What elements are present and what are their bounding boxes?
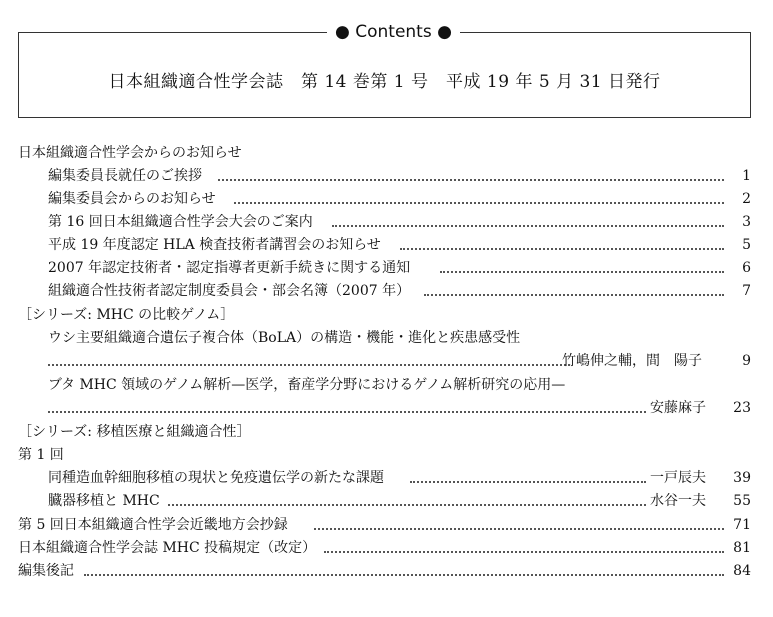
- dot-leader: [324, 551, 724, 553]
- entry-title: 平成 19 年度認定 HLA 検査技術者講習会のお知らせ: [48, 237, 381, 253]
- entry-title: 同種造血幹細胞移植の現状と免疫遺伝学の新たな課題: [48, 470, 384, 486]
- toc-entry[interactable]: [0, 257, 773, 279]
- toc-entry[interactable]: [0, 234, 773, 256]
- toc-section-heading: [0, 142, 773, 164]
- dot-leader: [48, 364, 570, 366]
- dot-leader: [168, 504, 646, 506]
- entry-author: 安藤麻子: [650, 400, 706, 416]
- toc-entry-title-line[interactable]: [0, 374, 773, 396]
- entry-page: 81: [733, 540, 751, 556]
- dot-leader: [332, 225, 724, 227]
- entry-page: 9: [742, 353, 751, 369]
- dot-leader: [410, 481, 646, 483]
- toc-entry[interactable]: [0, 514, 773, 536]
- entry-page: 6: [742, 260, 751, 276]
- entry-title: 臓器移植と MHC: [48, 493, 160, 509]
- dot-leader: [400, 248, 724, 250]
- entry-author: 竹嶋伸之輔，間 陽子: [562, 353, 702, 369]
- journal-issue-title: 日本組織適合性学会誌 第 14 巻第 1 号 平成 19 年 5 月 31 日発行: [108, 72, 661, 92]
- entry-page: 39: [733, 470, 751, 486]
- toc-entry[interactable]: [0, 165, 773, 187]
- section-title: 日本組織適合性学会からのお知らせ: [18, 145, 242, 161]
- contents-label: ● Contents ●: [327, 22, 460, 42]
- toc-entry[interactable]: [0, 467, 773, 489]
- toc-entry-author-line[interactable]: [0, 397, 773, 419]
- entry-author: 一戸辰夫: [650, 470, 706, 486]
- toc-subsection-heading: [0, 444, 773, 466]
- toc-entry[interactable]: [0, 490, 773, 512]
- entry-title: 2007 年認定技術者・認定指導者更新手続きに関する通知: [48, 260, 411, 276]
- subsection-title: 第 1 回: [18, 447, 64, 463]
- toc-entry-title-line[interactable]: [0, 327, 773, 349]
- entry-page: 84: [733, 563, 751, 579]
- entry-title: 第 16 回日本組織適合性学会大会のご案内: [48, 214, 313, 230]
- entry-page: 71: [733, 517, 751, 533]
- toc-entry[interactable]: [0, 211, 773, 233]
- dot-leader: [84, 574, 724, 576]
- dot-leader: [314, 528, 724, 530]
- toc-entry[interactable]: [0, 537, 773, 559]
- toc-entry[interactable]: [0, 560, 773, 582]
- entry-title: 編集委員会からのお知らせ: [48, 191, 216, 207]
- entry-page: 5: [742, 237, 751, 253]
- entry-page: 23: [733, 400, 751, 416]
- entry-title: ブタ MHC 領域のゲノム解析—医学，畜産学分野におけるゲノム解析研究の応用—: [48, 377, 566, 393]
- dot-leader: [218, 179, 724, 181]
- toc-entry[interactable]: [0, 188, 773, 210]
- entry-page: 1: [742, 168, 751, 184]
- contents-header-box: [18, 32, 751, 118]
- dot-leader: [424, 294, 724, 296]
- series-title: ［シリーズ: MHC の比較ゲノム］: [18, 307, 235, 323]
- entry-title: 編集委員長就任のご挨拶: [48, 168, 202, 184]
- entry-title: ウシ主要組織適合遺伝子複合体（BoLA）の構造・機能・進化と疾患感受性: [48, 330, 521, 346]
- dot-leader: [440, 271, 724, 273]
- entry-title: 日本組織適合性学会誌 MHC 投稿規定（改定）: [18, 540, 317, 556]
- entry-title: 編集後記: [18, 563, 74, 579]
- entry-title: 組織適合性技術者認定制度委員会・部会名簿（2007 年）: [48, 283, 411, 299]
- entry-author: 水谷一夫: [650, 493, 706, 509]
- toc-series-heading: [0, 304, 773, 326]
- dot-leader: [234, 202, 724, 204]
- entry-page: 55: [733, 493, 751, 509]
- toc-series-heading: [0, 421, 773, 443]
- toc-entry[interactable]: [0, 280, 773, 302]
- dot-leader: [48, 411, 646, 413]
- entry-title: 第 5 回日本組織適合性学会近畿地方会抄録: [18, 517, 288, 533]
- series-title: ［シリーズ: 移植医療と組織適合性］: [18, 424, 251, 440]
- entry-page: 3: [742, 214, 751, 230]
- toc-entry-author-line[interactable]: [0, 350, 773, 372]
- entry-page: 2: [742, 191, 751, 207]
- entry-page: 7: [742, 283, 751, 299]
